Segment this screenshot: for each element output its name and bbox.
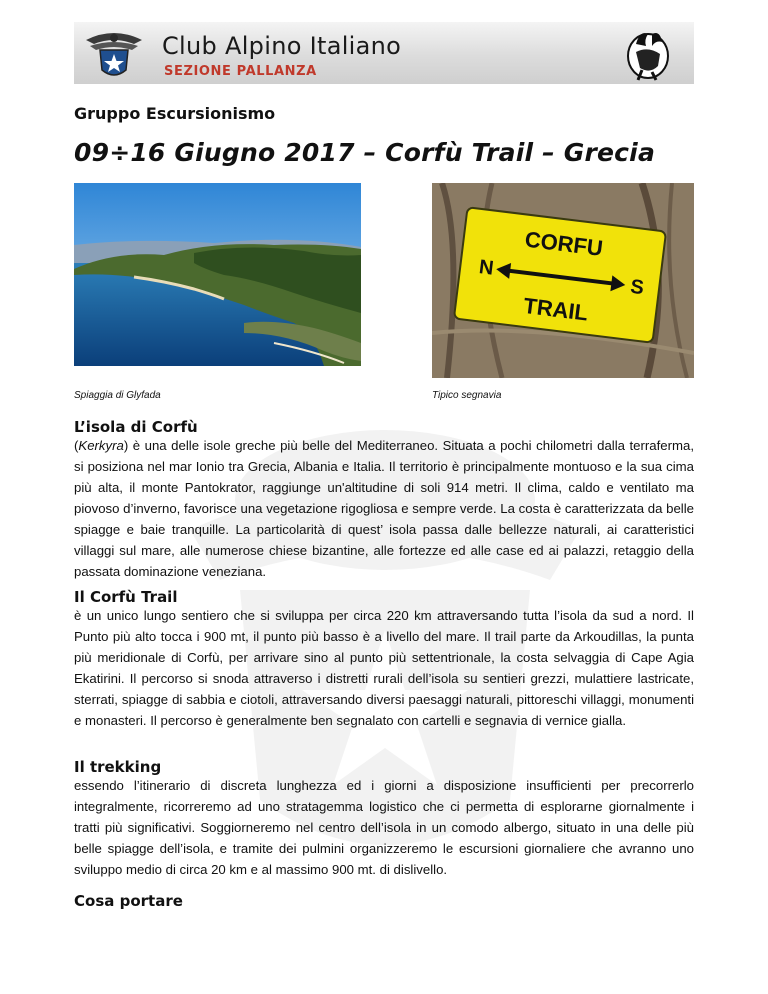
- section-title-island: L’isola di Corfù: [74, 418, 198, 436]
- photo-caption-segnavia: Tipico segnavia: [432, 390, 502, 401]
- section-subtitle: SEZIONE PALLANZA: [164, 64, 317, 79]
- club-title: Club Alpino Italiano: [162, 32, 402, 60]
- group-label: Gruppo Escursionismo: [74, 104, 276, 123]
- sign-bottom-text: TRAIL: [522, 292, 590, 326]
- sign-south-text: S: [629, 275, 646, 300]
- section-text-trail: è un unico lungo sentiero che si sviluppa per circa 220 km attraversando tutta l’isola da sud a nord. Il Punto più alto tocca i 900 mt, il punto più basso è a livello del mare. Il trail parte da Arkoudillas, la punta più meridionale di Corfù, per arrivare sino al punto più settentrionale, la costa selvaggia di Cape Agia Ekatirini. Il percorso si snoda attraverso i distretti rurali dell’isola su sentieri grezzi, mulattiere lastricate, sterrati, spiagge di sabbia e ciotoli, attraversando diversi paesaggi naturali, pittoreschi villaggi, monumenti e monasteri. Il percorso è generalmente ben segnalato con cartelli e segnavia di vernice gialla.: [74, 608, 694, 728]
- section-text-island: (Kerkyra) è una delle isole greche più belle del Mediterraneo. Situata a pochi chilometri dalla terraferma, si posiziona nel mar Ionio tra Grecia, Albania e Italia. Il territorio è principalmente montuoso e la sua cima più alta, il monte Pantokrator, raggiunge un'altitudine di soli 914 metri. Il clima, caldo e ventilato ma piovoso d’inverno, favorisce una vegetazione rigogliosa e sempre verde. La costa è caratterizzata da belle spiagge e baie tranquille. La particolarità di quest’ isola passa dalle bellezze naturali, ai caratteristici villaggi sul mare, alle numerose chiese bizantine, alle fortezze ed alle case ed ai palazzi, retaggio della passata dominazione veneziana.: [74, 438, 694, 579]
- section-title-trail: Il Corfù Trail: [74, 588, 178, 606]
- sign-top-text: CORFU: [523, 226, 605, 261]
- sign-north-text: N: [477, 256, 495, 280]
- kerkyra-text: Kerkyra: [78, 438, 124, 453]
- chamois-logo-icon: [622, 26, 674, 82]
- header-banner: [74, 22, 694, 84]
- trail-sign-photo: [432, 183, 694, 378]
- section-title-trekking: Il trekking: [74, 758, 162, 776]
- section-title-bring: Cosa portare: [74, 892, 183, 910]
- glyfada-beach-photo: [74, 183, 361, 366]
- page-title: 09÷16 Giugno 2017 – Corfù Trail – Grecia: [74, 138, 656, 167]
- cai-eagle-logo-icon: [84, 28, 144, 80]
- photo-caption-glyfada: Spiaggia di Glyfada: [74, 390, 161, 401]
- section-text-trekking: essendo l’itinerario di discreta lunghezza ed i giorni a disposizione insufficienti per precorrerlo integralmente, ricorreremo ad uno stratagemma logistico che ci permetta di esplorarne giornalmente i tratti più significativi. Soggiorneremo nel centro dell’isola in un comodo albergo, situato in una delle più belle spiagge dell’isola, e tramite dei pulmini organizzeremo le escursioni giornaliere che avranno uno sviluppo medio di circa 20 km e al massimo 900 mt. di dislivello.: [74, 778, 694, 877]
